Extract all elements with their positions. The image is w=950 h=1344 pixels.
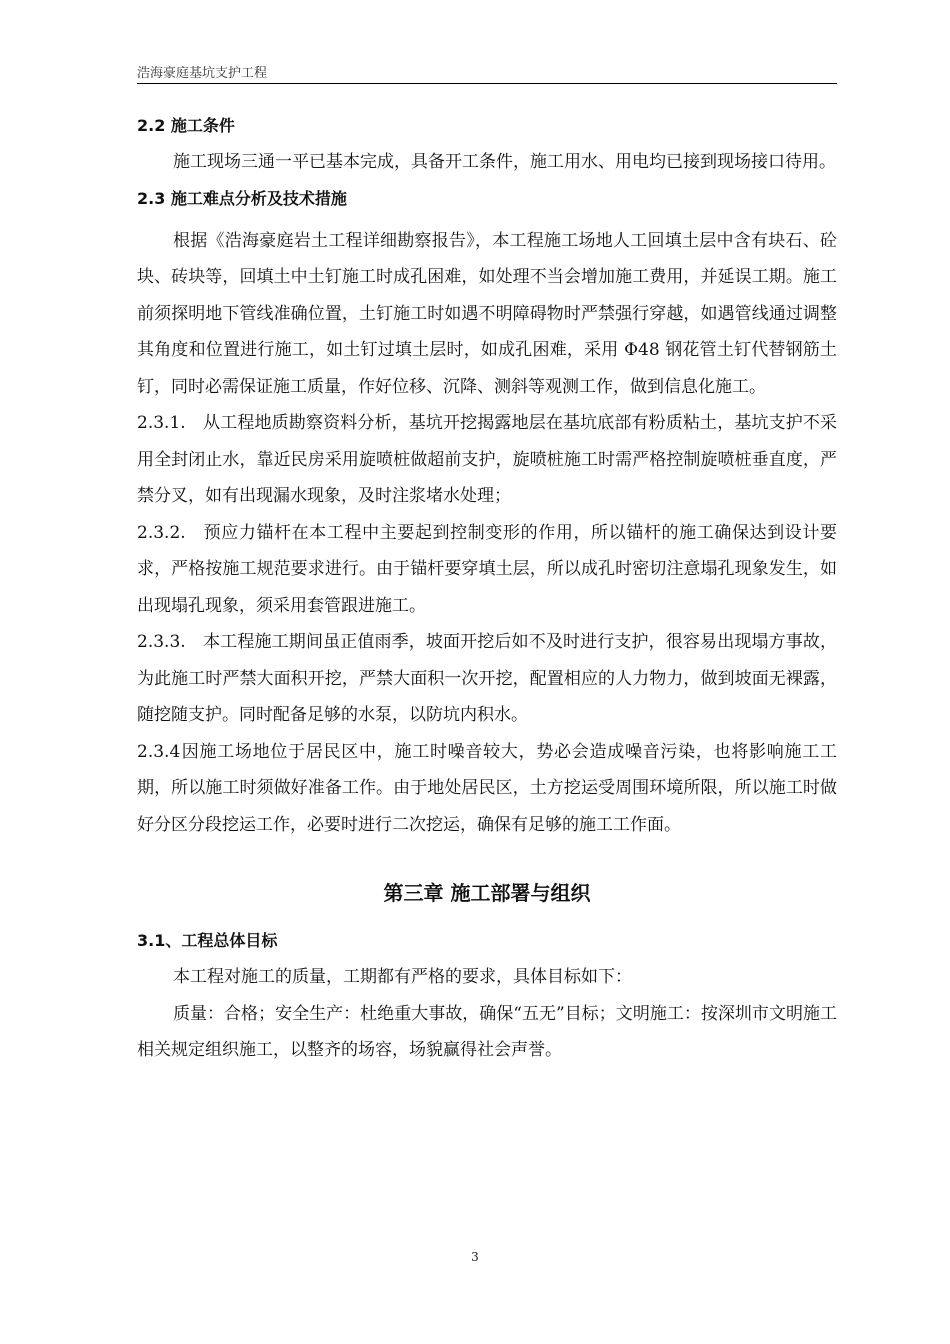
section-heading-2-3: 2.3 施工难点分析及技术措施 [137, 188, 347, 208]
running-header: 浩海豪庭基坑支护工程 [137, 66, 268, 81]
list-item-2-3-3 [137, 624, 837, 734]
section-heading-2-2: 2.2 施工条件 [137, 116, 235, 135]
paragraph-2-2: 施工现场三通一平已基本完成，具备开工条件，施工用水、用电均已接到现场接口待用。 [173, 152, 836, 172]
item-number: 2.3.4 [137, 741, 181, 762]
page-body [137, 108, 837, 1069]
chapter-title: 第三章 施工部署与组织 [383, 881, 591, 905]
list-item-2-3-4 [137, 734, 837, 844]
paragraph-3-1-a: 本工程对施工的质量，工期都有严格的要求，具体目标如下： [173, 967, 632, 987]
section-heading-3-1: 3.1、工程总体目标 [137, 931, 278, 950]
item-text: 因施工场地位于居民区中，施工时噪音较大，势必会造成噪音污染，也将影响施工工期，所以施工时须做好准备工作。由于地处居民区，土方挖运受周围环境所限，所以施工时做好分区分段挖运工作，必要时进行二次挖运，确保有足够的施工工作面。 [137, 741, 837, 835]
item-number: 2.3.3. [137, 632, 186, 652]
item-number: 2.3.1. [137, 413, 186, 433]
item-text: 从工程地质勘察资料分析，基坑开挖揭露地层在基坑底部有粉质粘土，基坑支护不采用全封闭止水，靠近民房采用旋喷桩做超前支护，旋喷桩施工时需严格控制旋喷桩垂直度，严禁分叉，如有出现漏水现象，及时注浆堵水处理； [137, 413, 837, 506]
item-number: 2.3.2. [137, 522, 186, 543]
item-text: 本工程施工期间虽正值雨季，坡面开挖后如不及时进行支护，很容易出现塌方事故，为此施工时严禁大面积开挖，严禁大面积一次开挖，配置相应的人力物力，做到坡面无裸露，随挖随支护。同时配备足够的水泵，以防坑内积水。 [137, 632, 837, 725]
list-item-2-3-2 [137, 515, 837, 625]
item-text: 预应力锚杆在本工程中主要起到控制变形的作用，所以锚杆的施工确保达到设计要求，严格按施工规范要求进行。由于锚杆要穿填土层，所以成孔时密切注意塌孔现象发生，如出现塌孔现象，须采用套管跟进施工。 [137, 522, 837, 616]
paragraph-3-1-b: 质量：合格；安全生产：杜绝重大事故，确保“五无”目标；文明施工：按深圳市文明施工相关规定组织施工，以整齐的场容，场貌赢得社会声誉。 [137, 1003, 837, 1060]
header-rule [137, 83, 837, 84]
page-number: 3 [471, 1250, 479, 1264]
paragraph-2-3: 根据《浩海豪庭岩土工程详细勘察报告》，本工程施工场地人工回填土层中含有块石、砼块、砖块等，回填土中土钉施工时成孔困难，如处理不当会增加施工费用，并延误工期。施工前须探明地下管线准确位置，土钉施工时如遇不明障碍物时严禁强行穿越，如遇管线通过调整其角度和位置进行施工，如土钉过填土层时，如成孔困难，采用 Φ48 钢花管土钉代替钢筋土钉，同时必需保证施工质量，作好位移、沉降、测斜等观测工作，做到信息化施工。 [137, 230, 837, 397]
list-item-2-3-1 [137, 405, 837, 515]
